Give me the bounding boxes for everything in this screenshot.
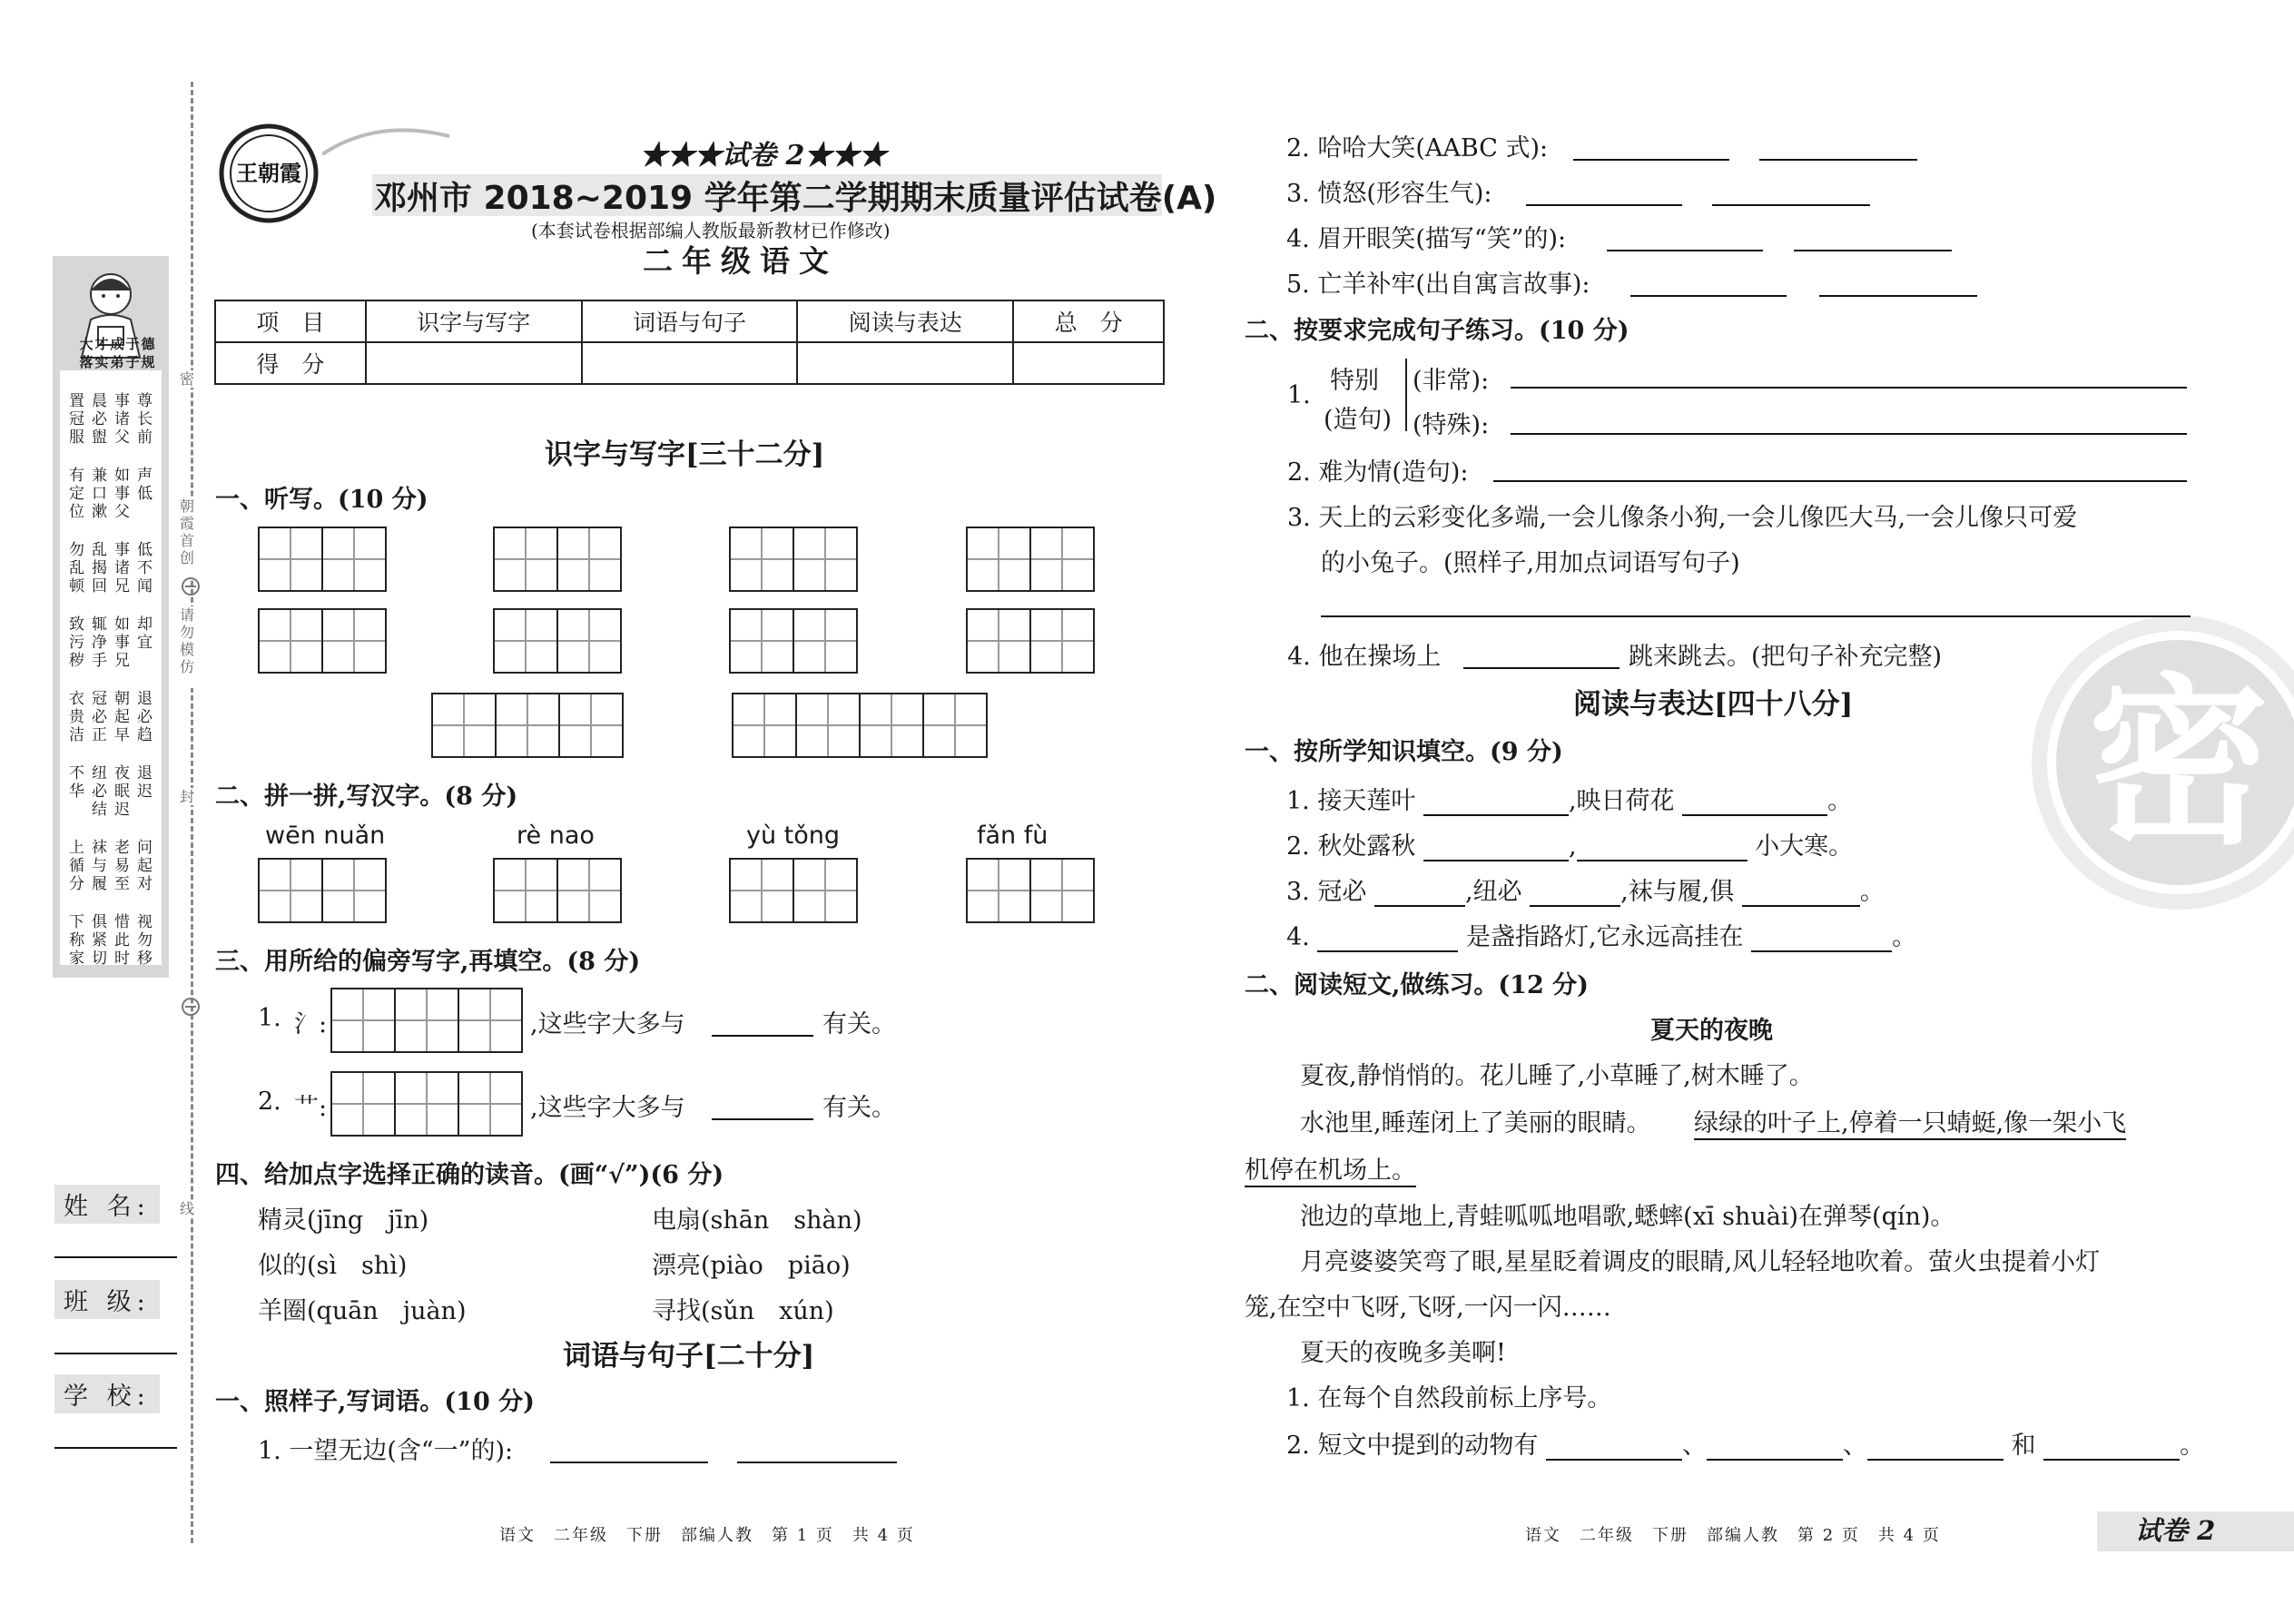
- pinyin-label: fǎn fù: [977, 822, 1049, 850]
- fill-item-2: [1286, 826, 1853, 861]
- animal-blank[interactable]: [2043, 1432, 2180, 1461]
- class-field[interactable]: [54, 1353, 177, 1354]
- fill-text: ,纽必: [1464, 878, 1522, 906]
- words-fill-blank[interactable]: [1819, 268, 1977, 297]
- school-label: 学 校:: [54, 1374, 160, 1413]
- logo-text: 王朝霞: [236, 160, 301, 186]
- sentence-1b-label: (特殊):: [1413, 411, 1490, 439]
- seal-char: 密: [175, 370, 199, 388]
- name-field[interactable]: [54, 1256, 177, 1258]
- dictation-grid[interactable]: [258, 527, 387, 592]
- name-label: 姓 名:: [54, 1185, 160, 1224]
- fill-text: 4.: [1286, 923, 1310, 951]
- fill-item-4: [1286, 917, 1916, 952]
- dictation-grid[interactable]: [732, 693, 988, 758]
- radical-suffix: ,这些字大多与: [530, 1094, 685, 1122]
- dictation-grid[interactable]: [431, 693, 624, 758]
- words-fill-blank[interactable]: [1794, 222, 1952, 251]
- pronunciation-option[interactable]: 漂亮(piào piāo): [652, 1252, 851, 1280]
- seal-text-1: 朝霞首创: [175, 497, 199, 579]
- page-footer-left: 语文 二年级 下册 部编人教 第 1 页 共 4 页: [499, 1526, 915, 1545]
- fill-text: 2. 秋处露秋: [1286, 832, 1416, 861]
- fill-item-1: [1286, 781, 1852, 816]
- sentence-1-hint: (造句): [1324, 406, 1393, 434]
- dictation-grid[interactable]: [258, 608, 387, 674]
- seal-char: 封: [175, 788, 199, 805]
- words-fill-blank[interactable]: [1759, 132, 1917, 161]
- sentence-1-word: 特别: [1330, 367, 1379, 395]
- words-fill-blank[interactable]: [550, 1434, 708, 1463]
- section-words-title: 词语与句子[二十分]: [563, 1340, 815, 1373]
- fill-blank[interactable]: [1423, 787, 1569, 816]
- pinyin-answer-grid[interactable]: [966, 858, 1095, 923]
- fill-blank[interactable]: [1577, 832, 1748, 861]
- radical-item-number: 2.: [258, 1088, 281, 1116]
- question-radical-title: 三、用所给的偏旁写字,再填空。(8 分): [215, 948, 641, 976]
- score-table: [214, 300, 1165, 385]
- fill-blank[interactable]: [1742, 878, 1860, 907]
- words-fill-blank[interactable]: [1573, 132, 1729, 161]
- fill-text: 3. 冠必: [1286, 878, 1367, 906]
- fill-blank[interactable]: [1374, 878, 1465, 907]
- radical-label: 艹:: [294, 1094, 328, 1122]
- motto-line-1: 大才成于德: [79, 336, 157, 352]
- scissors-icon: [178, 574, 203, 599]
- radical-label: 氵:: [294, 1010, 328, 1038]
- words-item: 4. 眉开眼笑(描写“笑”的):: [1286, 225, 1567, 253]
- strip-verse-group: 致 辄 如 却 污 净 事 宜 秽 手 兄: [69, 615, 153, 670]
- strip-verse-group: 衣 冠 朝 退 贵 必 起 必 洁 正 早 趋: [69, 690, 153, 744]
- score-table-score-row: [215, 342, 1164, 384]
- dictation-grid[interactable]: [966, 527, 1095, 592]
- animal-blank[interactable]: [1867, 1432, 2004, 1461]
- grade-subject-title: 二年级语文: [643, 243, 838, 279]
- score-header-cell: 总 分: [1013, 300, 1164, 342]
- animal-blank[interactable]: [1707, 1432, 1843, 1461]
- end-text: 。: [2180, 1432, 2205, 1460]
- sentence-4-a: 4. 他在操场上: [1287, 643, 1442, 671]
- seal-text-2: 请勿模仿: [175, 606, 199, 688]
- fill-item-3: [1286, 871, 1885, 907]
- radical-fill-blank[interactable]: [712, 1008, 813, 1037]
- and-text: 和: [2011, 1432, 2036, 1460]
- fill-blank[interactable]: [1682, 787, 1827, 816]
- corner-exam-label: 试卷 2: [2135, 1515, 2216, 1546]
- dictation-grid[interactable]: [729, 608, 858, 674]
- score-header-cell: 项 目: [215, 300, 366, 342]
- strip-verse-group: 上 袜 老 问 循 与 易 起 分 履 至 对: [69, 839, 153, 893]
- exam-subtitle: (本套试卷根据部编人教版最新教材已作修改): [531, 220, 891, 241]
- passage-title: 夏天的夜晚: [1650, 1017, 1773, 1045]
- strip-verse-group: 勿 乱 事 低 乱 揭 诸 不 顿 回 兄 闻: [69, 541, 153, 595]
- score-header-cell: 词语与句子: [582, 300, 798, 342]
- pronunciation-option[interactable]: 寻找(sǔn xún): [652, 1297, 834, 1325]
- sentence-3-line1: 3. 天上的云彩变化多端,一会儿像条小狗,一会儿像匹大马,一会儿像只可爱: [1287, 504, 2078, 532]
- passage-paragraph: 夏夜,静悄悄的。花儿睡了,小草睡了,树木睡了。: [1300, 1062, 1814, 1090]
- watermark: [2024, 581, 2294, 944]
- sentence-1-number: 1.: [1287, 381, 1311, 409]
- radical-item-number: 1.: [258, 1004, 281, 1032]
- exam-title: 邓州市 2018~2019 学年第二学期期末质量评估试卷(A): [374, 180, 1217, 217]
- question-pronunciation-title: 四、给加点字选择正确的读音。(画“√”)(6 分): [215, 1161, 724, 1189]
- class-label: 班 级:: [54, 1280, 160, 1319]
- pronunciation-option[interactable]: 似的(sì shì): [258, 1252, 408, 1280]
- fill-text: 。: [1827, 787, 1853, 815]
- passage-paragraph: 水池里,睡莲闭上了美丽的眼睛。: [1300, 1109, 1651, 1137]
- strip-verse-group: 下 俱 惜 视 称 紧 此 勿 家 切 时 移: [69, 913, 153, 968]
- brace: [1405, 359, 1407, 431]
- section-reading-title: 阅读与表达[四十八分]: [1573, 688, 1854, 721]
- words-item-1: 1. 一望无边(含“一”的):: [258, 1437, 514, 1465]
- fill-text: ,映日荷花: [1568, 787, 1675, 815]
- pinyin-label: rè nao: [517, 822, 595, 850]
- sentence-4-b: 跳来跳去。(把句子补充完整): [1629, 643, 1943, 671]
- ribbon-decoration: [322, 118, 458, 172]
- radical-fill-blank[interactable]: [712, 1091, 813, 1120]
- words-fill-blank[interactable]: [737, 1434, 897, 1463]
- exam-number-label: ★★★试卷 2★★★: [640, 140, 887, 172]
- question-dictation-title: 一、听写。(10 分): [215, 486, 428, 514]
- dictation-grid[interactable]: [493, 527, 622, 592]
- animal-blank[interactable]: [1546, 1432, 1682, 1461]
- words-fill-blank[interactable]: [1607, 222, 1763, 251]
- fill-blank[interactable]: [1423, 832, 1569, 861]
- passage-paragraph: 月亮婆婆笑弯了眼,星星眨着调皮的眼睛,风儿轻轻地吹着。萤火虫提着小灯: [1300, 1248, 2101, 1276]
- pinyin-label: wēn nuǎn: [265, 822, 386, 850]
- fill-blank[interactable]: [1317, 923, 1458, 952]
- strip-verse-group: 不 纽 夜 退 华 必 眠 迟 结 迟: [69, 764, 153, 819]
- passage-paragraph: 夏天的夜晚多美啊!: [1300, 1339, 1506, 1367]
- fill-blank[interactable]: [1530, 878, 1620, 907]
- fill-text: 1. 接天莲叶: [1286, 787, 1416, 815]
- radical-answer-grid[interactable]: [330, 988, 523, 1053]
- question-words-title: 一、照样子,写词语。(10 分): [215, 1388, 535, 1416]
- passage-underlined: 机停在机场上。: [1245, 1150, 1416, 1187]
- fill-text: ,: [1568, 832, 1577, 861]
- fold-line: [191, 82, 193, 1543]
- seal-char: 线: [175, 1200, 199, 1217]
- pronunciation-option[interactable]: 精灵(jīng jīn): [258, 1206, 429, 1235]
- strip-verse-group: 置 晨 事 尊 冠 必 诸 长 服 盥 父 前: [69, 392, 153, 447]
- separator: 、: [1842, 1432, 1867, 1460]
- sentence-1b-blank[interactable]: [1511, 406, 2187, 435]
- radical-suffix: ,这些字大多与: [530, 1010, 685, 1038]
- fill-text: 。: [1892, 923, 1917, 951]
- sentence-3-line2: 的小兔子。(照样子,用加点词语写句子): [1321, 549, 1740, 577]
- words-fill-blank[interactable]: [1712, 177, 1870, 206]
- pinyin-answer-grid[interactable]: [258, 858, 387, 923]
- score-cell[interactable]: [582, 342, 798, 384]
- separator: 、: [1681, 1432, 1707, 1460]
- pinyin-label: yù tǒng: [746, 822, 841, 850]
- radical-answer-grid[interactable]: [330, 1071, 523, 1137]
- words-fill-blank[interactable]: [1630, 268, 1787, 297]
- sentence-2: 2. 难为情(造句):: [1287, 458, 1469, 487]
- pinyin-answer-grid[interactable]: [493, 858, 622, 923]
- words-item: 3. 愤怒(形容生气):: [1286, 180, 1492, 208]
- score-table-header-row: [215, 300, 1164, 342]
- score-cell[interactable]: [366, 342, 582, 384]
- score-cell[interactable]: [797, 342, 1013, 384]
- score-header-cell: 识字与写字: [366, 300, 582, 342]
- school-field[interactable]: [54, 1447, 177, 1449]
- section-literacy-title: 识字与写字[三十二分]: [545, 438, 825, 471]
- words-item: 2. 哈哈大笑(AABC 式):: [1286, 134, 1549, 162]
- sentence-3-blank[interactable]: [1321, 588, 2191, 617]
- brand-logo: [218, 123, 320, 224]
- question-fill-title: 一、按所学知识填空。(9 分): [1245, 738, 1563, 766]
- words-fill-blank[interactable]: [1526, 177, 1682, 206]
- words-item: 5. 亡羊补牢(出自寓言故事):: [1286, 271, 1590, 299]
- sentence-4-blank[interactable]: [1463, 640, 1620, 669]
- question-reading-title: 二、阅读短文,做练习。(12 分): [1245, 971, 1589, 999]
- fill-text: 小大寒。: [1755, 832, 1854, 861]
- score-header-cell: 阅读与表达: [797, 300, 1013, 342]
- motto-line-2: 落实弟子规: [79, 354, 157, 370]
- pronunciation-option[interactable]: 羊圈(quān juàn): [258, 1297, 467, 1325]
- passage-question-1: 1. 在每个自然段前标上序号。: [1286, 1384, 1612, 1412]
- fill-blank[interactable]: [1751, 923, 1892, 952]
- score-cell[interactable]: [1013, 342, 1164, 384]
- fill-text: 是盏指路灯,它永远高挂在: [1465, 923, 1744, 951]
- pinyin-answer-grid[interactable]: [729, 858, 858, 923]
- question-pinyin-title: 二、拼一拼,写汉字。(8 分): [215, 782, 518, 811]
- passage-question-2: [1286, 1425, 2204, 1461]
- passage-paragraph: 笼,在空中飞呀,飞呀,一闪一闪……: [1245, 1294, 1611, 1322]
- passage-paragraph: 池边的草地上,青蛙呱呱地唱歌,蟋蟀(xī shuài)在弹琴(qín)。: [1300, 1203, 1955, 1231]
- strip-verse-group: 有 兼 如 声 定 口 事 低 位 漱 父: [69, 467, 153, 521]
- sentence-1a-label: (非常):: [1413, 367, 1490, 395]
- watermark-char: 密: [2087, 658, 2270, 870]
- pronunciation-option[interactable]: 电扇(shān shàn): [652, 1206, 862, 1235]
- sentence-2-blank[interactable]: [1493, 453, 2187, 482]
- passage-underlined: 绿绿的叶子上,停着一只蜻蜓,像一架小飞: [1694, 1103, 2126, 1140]
- passage-question-text: 2. 短文中提到的动物有: [1286, 1432, 1539, 1460]
- sentence-1a-blank[interactable]: [1511, 359, 2187, 389]
- fill-text: 。: [1859, 878, 1885, 906]
- fill-text: ,袜与履,俱: [1620, 878, 1735, 906]
- dictation-grid[interactable]: [729, 527, 858, 592]
- scissors-icon: [178, 994, 203, 1019]
- page-footer-right: 语文 二年级 下册 部编人教 第 2 页 共 4 页: [1525, 1526, 1941, 1545]
- dictation-grid[interactable]: [966, 608, 1095, 674]
- radical-end: 有关。: [822, 1094, 896, 1122]
- score-row-label: 得 分: [215, 342, 366, 384]
- radical-end: 有关。: [822, 1010, 896, 1038]
- question-sentences-title: 二、按要求完成句子练习。(10 分): [1245, 317, 1629, 345]
- dictation-grid[interactable]: [493, 608, 622, 674]
